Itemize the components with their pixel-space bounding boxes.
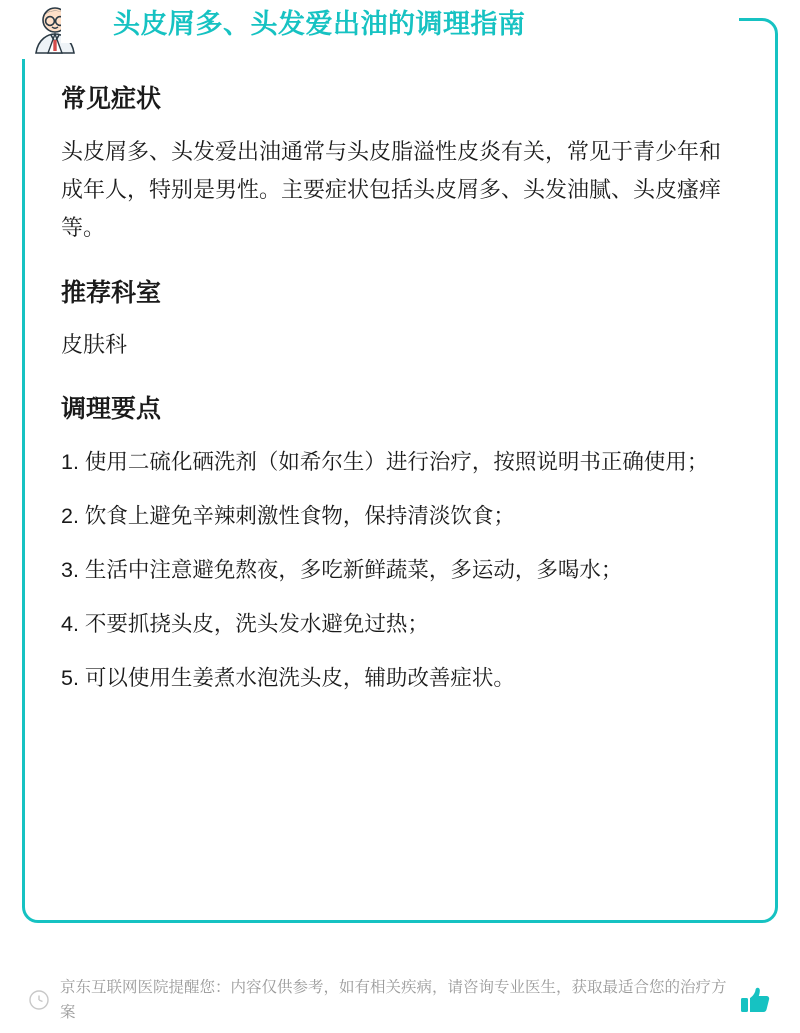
clock-icon	[28, 989, 50, 1011]
thumbs-up-icon[interactable]	[738, 983, 772, 1017]
section-heading-department: 推荐科室	[61, 279, 162, 307]
document-title-wrapper	[61, 0, 739, 43]
page-title: 头皮屑多、头发爱出油的调理指南	[113, 8, 526, 39]
list-item: 1. 使用二硫化硒洗剂（如希尔生）进行治疗，按照说明书正确使用；	[61, 450, 709, 474]
content-card	[22, 8, 778, 923]
list-item: 3. 生活中注意避免熬夜，多吃新鲜蔬菜，多运动，多喝水；	[61, 558, 623, 582]
footer	[22, 975, 778, 1025]
list-item: 5. 可以使用生姜煮水泡洗头皮，辅助改善症状。	[61, 666, 515, 690]
footer-disclaimer: 京东互联网医院提醒您：内容仅供参考，如有相关疾病，请咨询专业医生，获取最适合您的治疗方案	[60, 979, 727, 1021]
section-heading-care-points: 调理要点	[61, 395, 162, 423]
care-points-list	[61, 443, 739, 697]
section-body-department: 皮肤科	[61, 332, 128, 357]
list-item: 4. 不要抓挠头皮，洗头发水避免过热；	[61, 612, 429, 636]
section-body-symptoms: 头皮屑多、头发爱出油通常与头皮脂溢性皮炎有关，常见于青少年和成年人，特别是男性。主要症状包括头皮屑多、头发油腻、头皮瘙痒等。	[61, 139, 722, 240]
list-item: 2. 饮食上避免辛辣刺激性食物，保持清淡饮食；	[61, 504, 515, 528]
section-heading-symptoms: 常见症状	[61, 85, 162, 113]
